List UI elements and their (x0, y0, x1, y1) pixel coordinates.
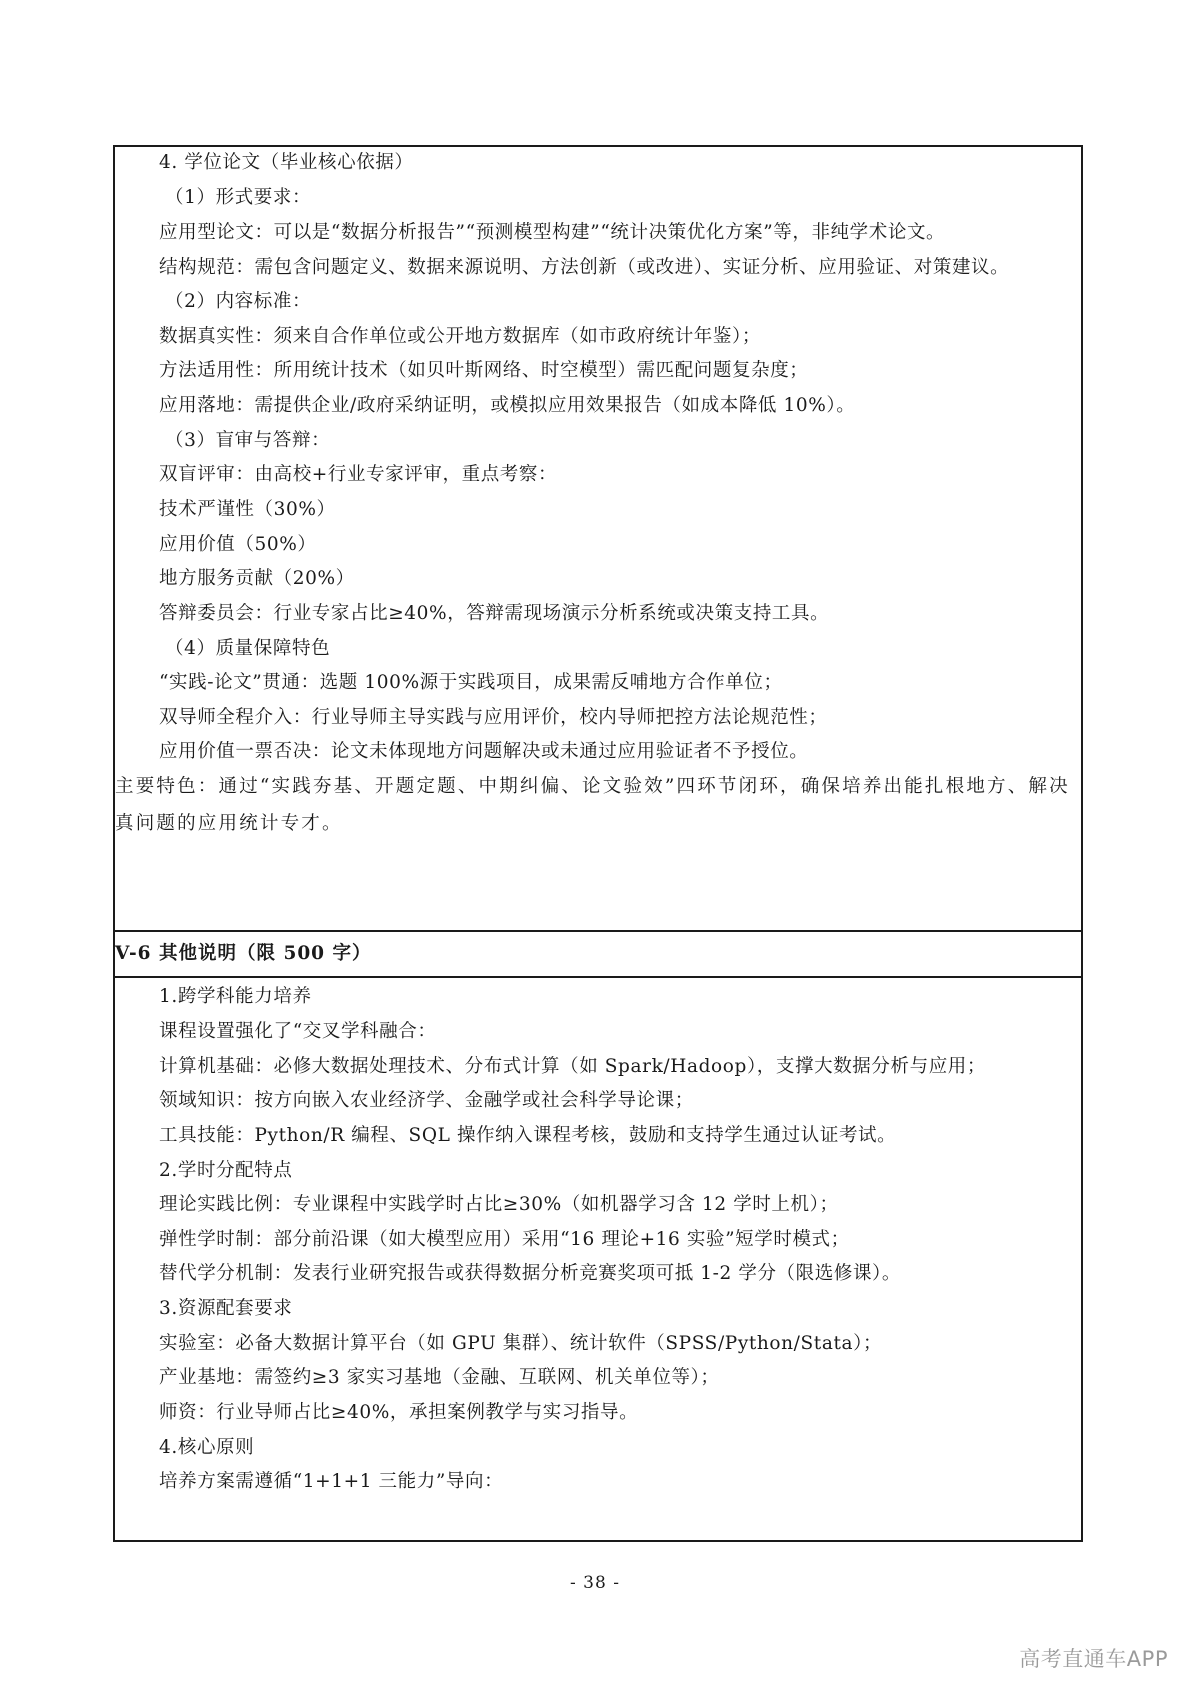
domain-knowledge-text: 领域知识：按方向嵌入农业经济学、金融学或社会科学导论课； (159, 1090, 694, 1111)
flexible-hours-text: 弹性学时制：部分前沿课（如大模型应用）采用“16 理论+16 实验”短学时模式； (159, 1229, 850, 1250)
service-text: 地方服务贡献（20%） (159, 568, 355, 589)
page-number: - 38 - (570, 1573, 620, 1593)
table-divider (115, 976, 1081, 978)
data-authenticity-text: 数据真实性：须来自合作单位或公开地方数据库（如市政府统计年鉴）； (159, 326, 761, 347)
app-watermark: 高考直通车APP (1019, 1647, 1168, 1671)
thesis-heading: 4. 学位论文（毕业核心依据） (159, 152, 414, 173)
value-text: 应用价值（50%） (159, 534, 317, 555)
hours-heading: 2.学时分配特点 (159, 1160, 293, 1181)
section-title: V-6 其他说明（限 500 字） (115, 943, 372, 964)
review-heading: （3）盲审与答辩： (165, 430, 331, 451)
orientation-text: 培养方案需遵循“1+1+1 三能力”导向： (159, 1471, 504, 1492)
computer-basics-text: 计算机基础：必修大数据处理技术、分布式计算（如 Spark/Hadoop），支撑大数据分析与应用； (159, 1056, 986, 1077)
industry-base-text: 产业基地：需签约≥3 家实习基地（金融、互联网、机关单位等）； (159, 1367, 720, 1388)
faculty-text: 师资：行业导师占比≥40%，承担案例教学与实习指导。 (159, 1402, 639, 1423)
cross-discipline-heading: 1.跨学科能力培养 (159, 986, 312, 1007)
defense-text: 答辩委员会：行业专家占比≥40%，答辩需现场演示分析系统或决策支持工具。 (159, 603, 830, 624)
quality-heading: （4）质量保障特色 (165, 638, 331, 659)
practice-thesis-text: “实践-论文”贯通：选题 100%源于实践项目，成果需反哺地方合作单位； (159, 672, 783, 693)
course-setting-text: 课程设置强化了“交叉学科融合： (159, 1021, 437, 1042)
tool-skills-text: 工具技能：Python/R 编程、SQL 操作纳入课程考核，鼓励和支持学生通过认证考试。 (159, 1125, 897, 1146)
lab-text: 实验室：必备大数据计算平台（如 GPU 集群）、统计软件（SPSS/Python/Stata）； (159, 1333, 883, 1354)
dual-mentor-text: 双导师全程介入：行业导师主导实践与应用评价，校内导师把控方法论规范性； (159, 707, 828, 728)
credit-substitution-text: 替代学分机制：发表行业研究报告或获得数据分析竞赛奖项可抵 1-2 学分（限选修课）。 (159, 1263, 902, 1284)
ratio-text: 理论实践比例：专业课程中实践学时占比≥30%（如机器学习含 12 学时上机）； (159, 1194, 839, 1215)
veto-text: 应用价值一票否决：论文未体现地方问题解决或未通过应用验证者不予授位。 (159, 741, 809, 762)
main-features-text: 主要特色：通过“实践夯基、开题定题、中期纠偏、论文验效”四环节闭环，确保培养出能扎根地方、解决真问题的应用统计专才。 (115, 776, 1070, 834)
content-table (113, 145, 1083, 1542)
core-principle-heading: 4.核心原则 (159, 1437, 255, 1458)
section-header-row (115, 932, 1081, 976)
double-blind-text: 双盲评审：由高校+行业专家评审，重点考察： (159, 464, 558, 485)
method-fit-text: 方法适用性：所用统计技术（如贝叶斯网络、时空模型）需匹配问题复杂度； (159, 360, 809, 381)
applied-thesis-text: 应用型论文：可以是“数据分析报告”“预测模型构建”“统计决策优化方案”等，非纯学术论文。 (159, 222, 946, 243)
application-text: 应用落地：需提供企业/政府采纳证明，或模拟应用效果报告（如成本降低 10%）。 (159, 395, 856, 416)
form-heading: （1）形式要求： (165, 187, 312, 208)
structure-spec-text: 结构规范：需包含问题定义、数据来源说明、方法创新（或改进）、实证分析、应用验证、对策建议。 (159, 257, 1010, 278)
rigor-text: 技术严谨性（30%） (159, 499, 336, 520)
content-heading: （2）内容标准： (165, 291, 312, 312)
thesis-section (115, 147, 1081, 930)
resource-heading: 3.资源配套要求 (159, 1298, 293, 1319)
